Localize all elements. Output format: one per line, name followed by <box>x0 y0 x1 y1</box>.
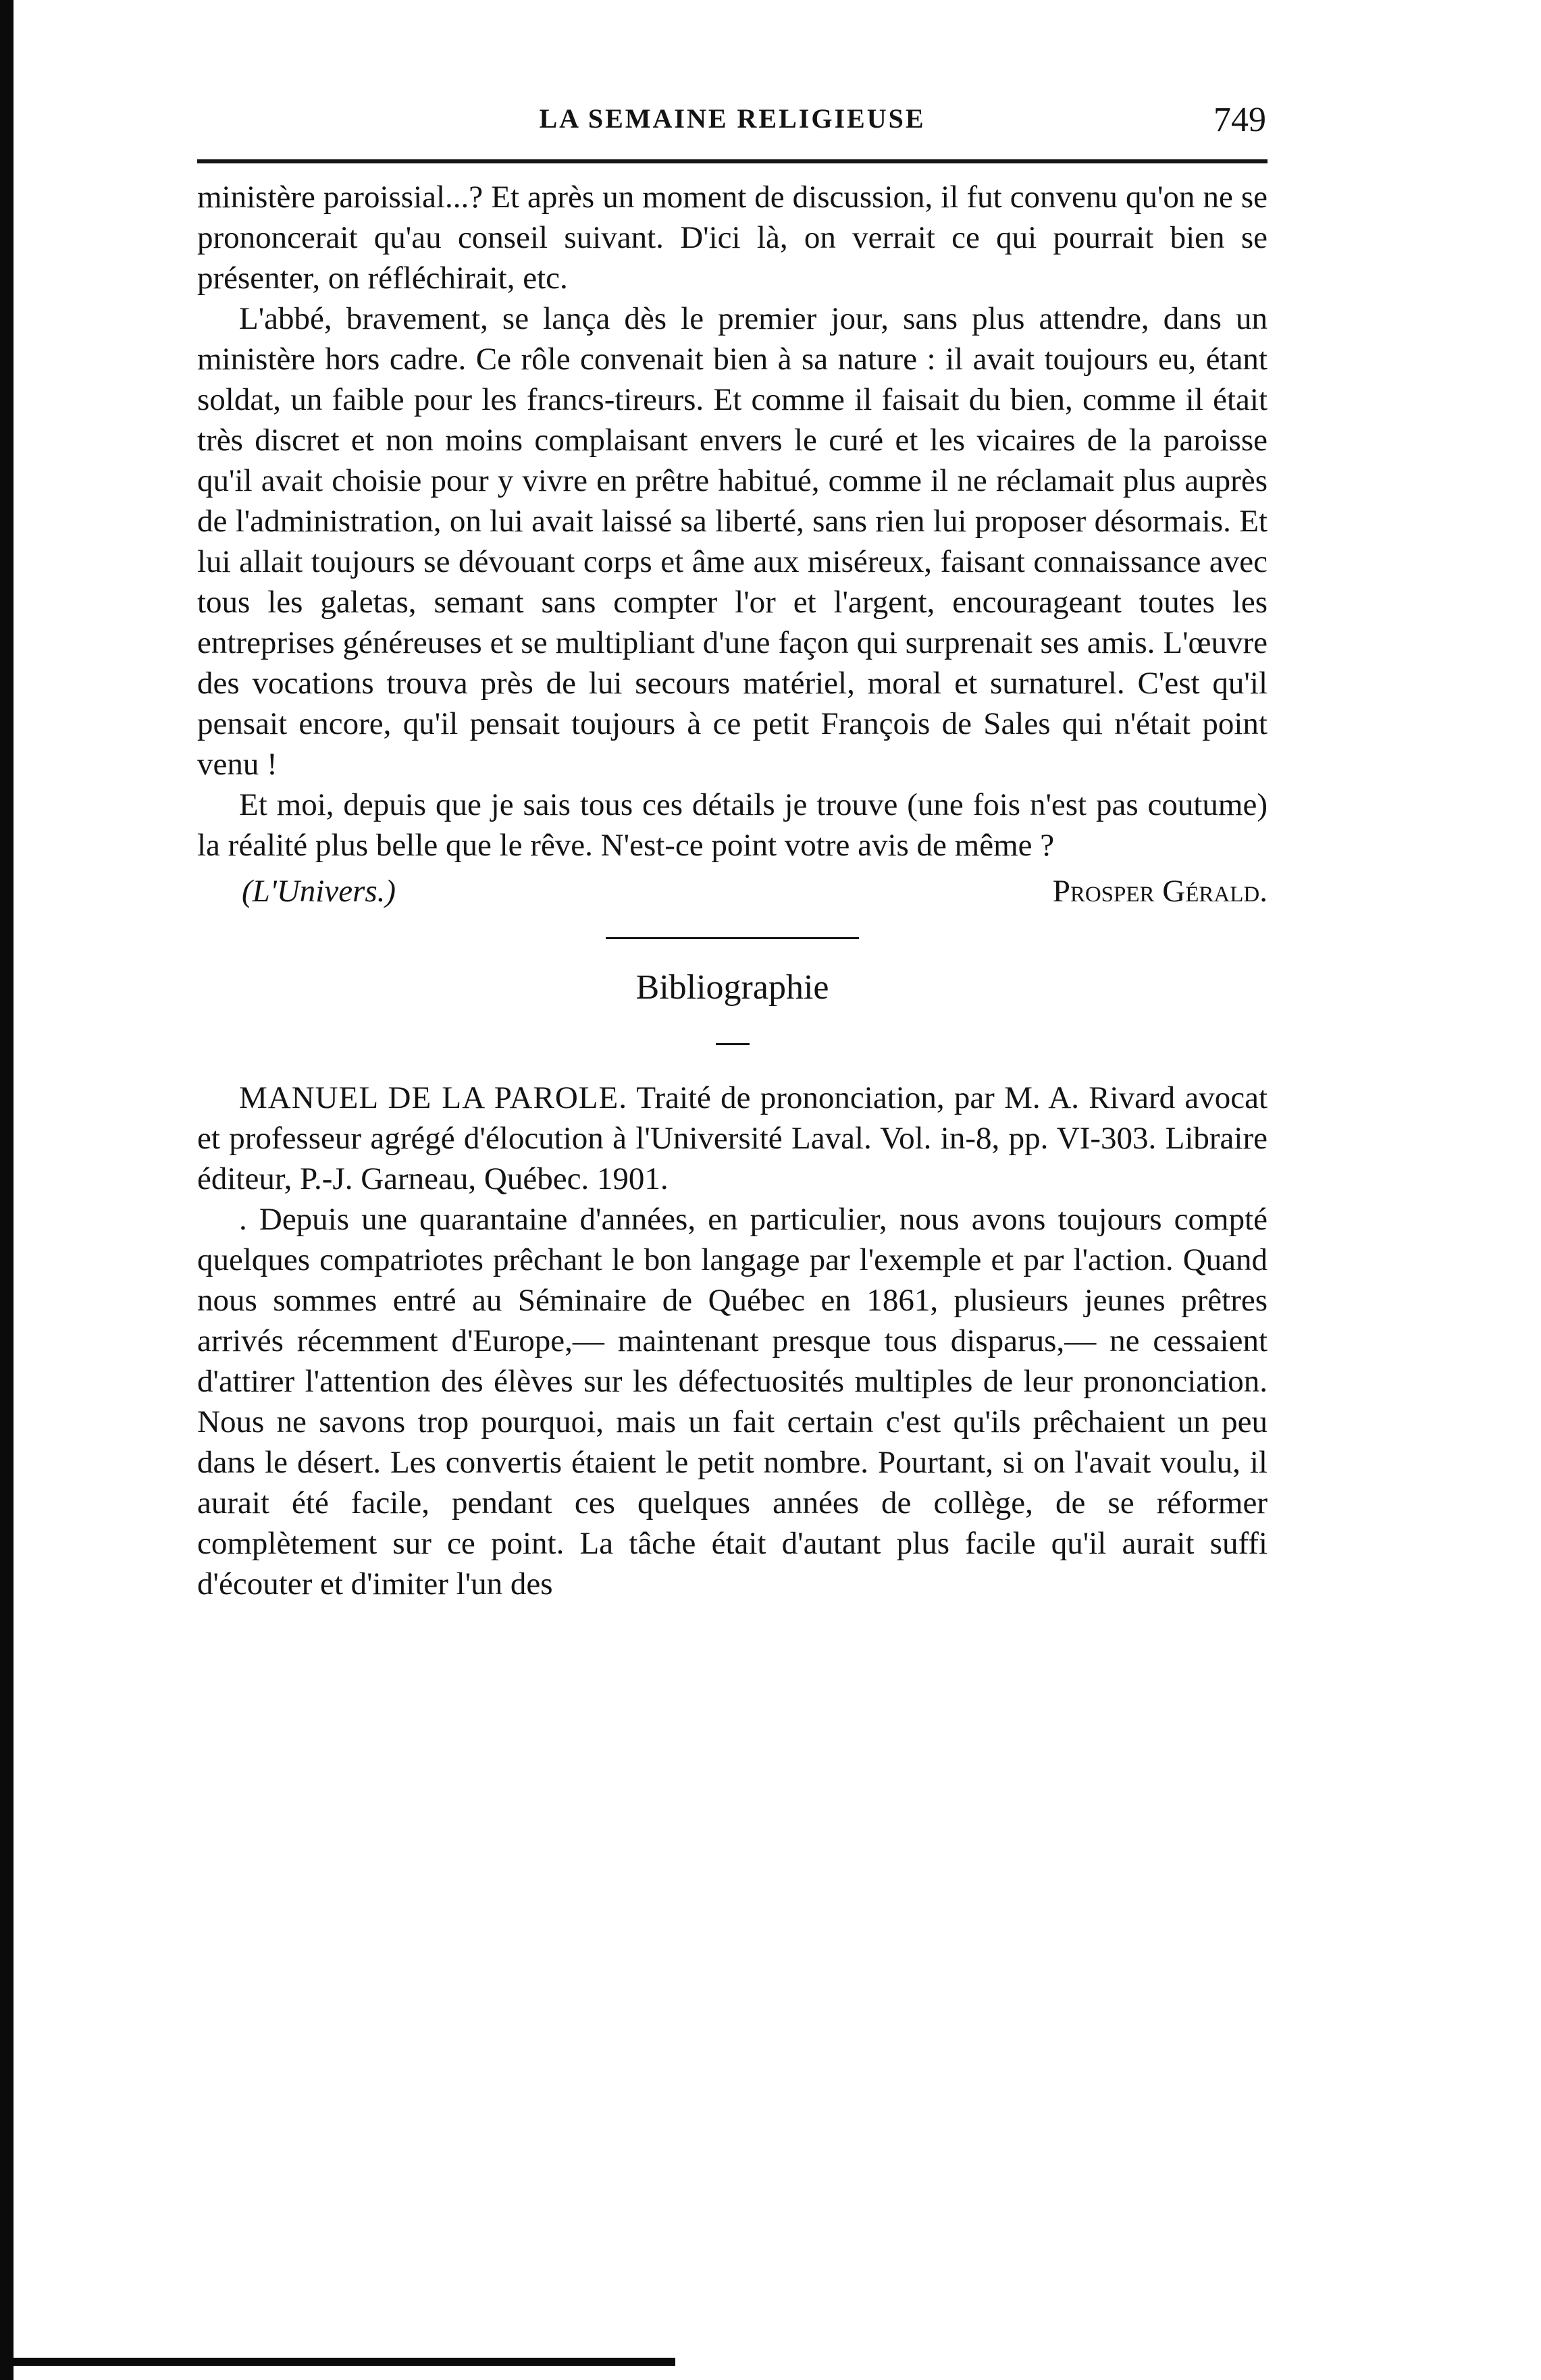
section-heading: Bibliographie <box>635 968 829 1007</box>
page-number: 749 <box>1213 101 1266 139</box>
author-name: Prosper Gérald. <box>1052 874 1268 909</box>
scan-bottom-edge <box>0 2358 675 2366</box>
article-paragraph-1: ministère paroissial...? Et après un moment de discussion, il fut convenu qu'on ne se prononcerait qu'au conseil suivant. D'ici là, on verrait ce qui pourrait bien se présenter, on réfléchirait, etc. <box>197 180 1268 296</box>
running-title: LA SEMAINE RELIGIEUSE <box>539 103 926 134</box>
source-citation: (L'Univers.) <box>242 874 396 909</box>
signature-line <box>197 871 1268 921</box>
review-paragraph: . Depuis une quarantaine d'années, en particulier, nous avons toujours compté quelques compatriotes prêchant le bon langage par l'exemple et par l'action. Quand nous sommes entré au Séminaire de Québec en 1861, plusieurs jeunes prêtres arrivés récemment d'Europe,— maintenant presque tous disparus,— ne cessaient d'attirer l'attention des élèves sur les défectuosités multiples de leur prononciation. Nous ne savons trop pourquoi, mais un fait certain c'est qu'ils prêchaient un peu dans le désert. Les convertis étaient le petit nombre. Pourtant, si on l'avait voulu, il aurait été facile, pendant ces quelques années de collège, de se réformer complètement sur ce point. La tâche était d'autant plus facile qu'il aurait suffi d'écouter et d'imiter l'un des <box>197 1202 1268 1602</box>
book-details: Traité de prononciation, par M. A. Rivard avocat et professeur agrégé d'élocution à l'Université Laval. Vol. in-8, pp. VI-303. Libraire éditeur, P.-J. Garneau, Québec. 1901. <box>197 1080 1268 1196</box>
article-paragraph-2: L'abbé, bravement, se lança dès le premier jour, sans plus attendre, dans un ministère hors cadre. Ce rôle convenait bien à sa nature : il avait toujours eu, étant soldat, un faible pour les francs-tireurs. Et comme il faisait du bien, comme il était très discret et non moins complaisant envers le curé et les vicaires de la paroisse qu'il avait choisie pour y vivre en prêtre habitué, comme il ne réclamait plus auprès de l'administration, on lui avait laissé sa liberté, sans rien lui proposer désormais. Et lui allait toujours se dévouant corps et âme aux miséreux, faisant connaissance avec tous les galetas, semant sans compter l'or et l'argent, encourageant toutes les entreprises généreuses et se multipliant d'une façon qui surprenait ses amis. L'œuvre des vocations trouva près de lui secours matériel, moral et surnaturel. C'est qu'il pensait encore, qu'il pensait toujours à ce petit François de Sales qui n'était point venu ! <box>197 301 1268 782</box>
header-rule <box>197 159 1268 163</box>
scan-edge <box>0 0 14 2380</box>
section-divider <box>606 937 859 939</box>
book-entry <box>197 1078 1268 1199</box>
heading-dash <box>716 1043 750 1045</box>
book-title: MANUEL DE LA PAROLE. <box>239 1080 627 1115</box>
article-paragraph-3: Et moi, depuis que je sais tous ces détails je trouve (une fois n'est pas coutume) la réalité plus belle que le rêve. N'est-ce point votre avis de même ? <box>197 787 1268 863</box>
body-text <box>197 177 1268 1604</box>
running-head <box>197 100 1268 140</box>
